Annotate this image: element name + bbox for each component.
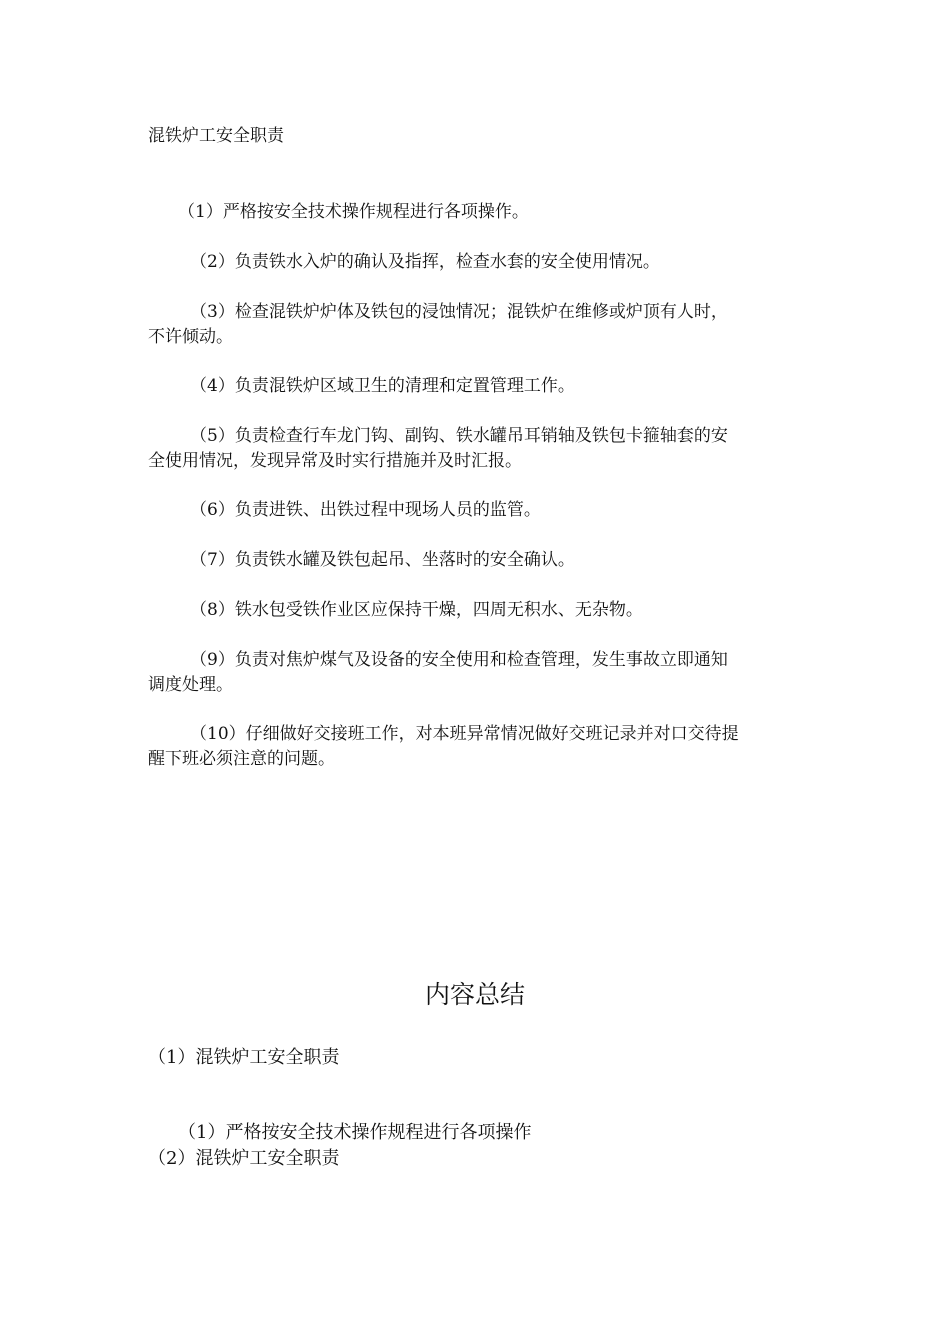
duty-item-6 bbox=[148, 498, 804, 523]
duty-item-1 bbox=[148, 200, 804, 225]
summary-line-2: （1）严格按安全技术操作规程进行各项操作 bbox=[178, 1122, 532, 1143]
duty-item-2 bbox=[148, 250, 804, 275]
duty-item-9-line-1: （9）负责对焦炉煤气及设备的安全使用和检查管理，发生事故立即通知 bbox=[190, 650, 728, 670]
duty-item-8-line-1: （8）铁水包受铁作业区应保持干燥，四周无积水、无杂物。 bbox=[190, 600, 643, 620]
summary-heading: 内容总结 bbox=[424, 980, 525, 1009]
duty-item-9-line-2: 调度处理。 bbox=[148, 675, 233, 695]
duty-item-7-line-1: （7）负责铁水罐及铁包起吊、坐落时的安全确认。 bbox=[190, 550, 575, 570]
duty-item-10-line-1: （10）仔细做好交接班工作，对本班异常情况做好交班记录并对口交待提 bbox=[190, 724, 739, 744]
duty-item-2-line-1: （2）负责铁水入炉的确认及指挥，检查水套的安全使用情况。 bbox=[190, 252, 660, 272]
duty-item-5-line-2: 全使用情况，发现异常及时实行措施并及时汇报。 bbox=[148, 451, 522, 471]
duty-item-4-line-1: （4）负责混铁炉区域卫生的清理和定置管理工作。 bbox=[190, 376, 575, 396]
duty-item-5-line-1: （5）负责检查行车龙门钩、副钩、铁水罐吊耳销轴及铁包卡箍轴套的安 bbox=[190, 426, 728, 446]
duty-item-3 bbox=[148, 300, 804, 350]
duty-item-10-line-2: 醒下班必须注意的问题。 bbox=[148, 749, 335, 769]
duty-item-10 bbox=[148, 722, 804, 772]
document-title: 混铁炉工安全职责 bbox=[148, 126, 284, 146]
duty-item-3-line-2: 不许倾动。 bbox=[148, 327, 233, 347]
duty-item-8 bbox=[148, 598, 804, 623]
duty-item-9 bbox=[148, 648, 804, 698]
summary-line-1: （1）混铁炉工安全职责 bbox=[148, 1047, 340, 1068]
summary-line-3: （2）混铁炉工安全职责 bbox=[148, 1148, 340, 1169]
duty-item-7 bbox=[148, 548, 804, 573]
duty-item-4 bbox=[148, 374, 804, 399]
duty-item-5 bbox=[148, 424, 804, 474]
duty-item-6-line-1: （6）负责进铁、出铁过程中现场人员的监管。 bbox=[190, 500, 541, 520]
duty-item-3-line-1: （3）检查混铁炉炉体及铁包的浸蚀情况；混铁炉在维修或炉顶有人时， bbox=[190, 302, 728, 322]
duty-item-1-line-1: （1）严格按安全技术操作规程进行各项操作。 bbox=[178, 202, 529, 222]
